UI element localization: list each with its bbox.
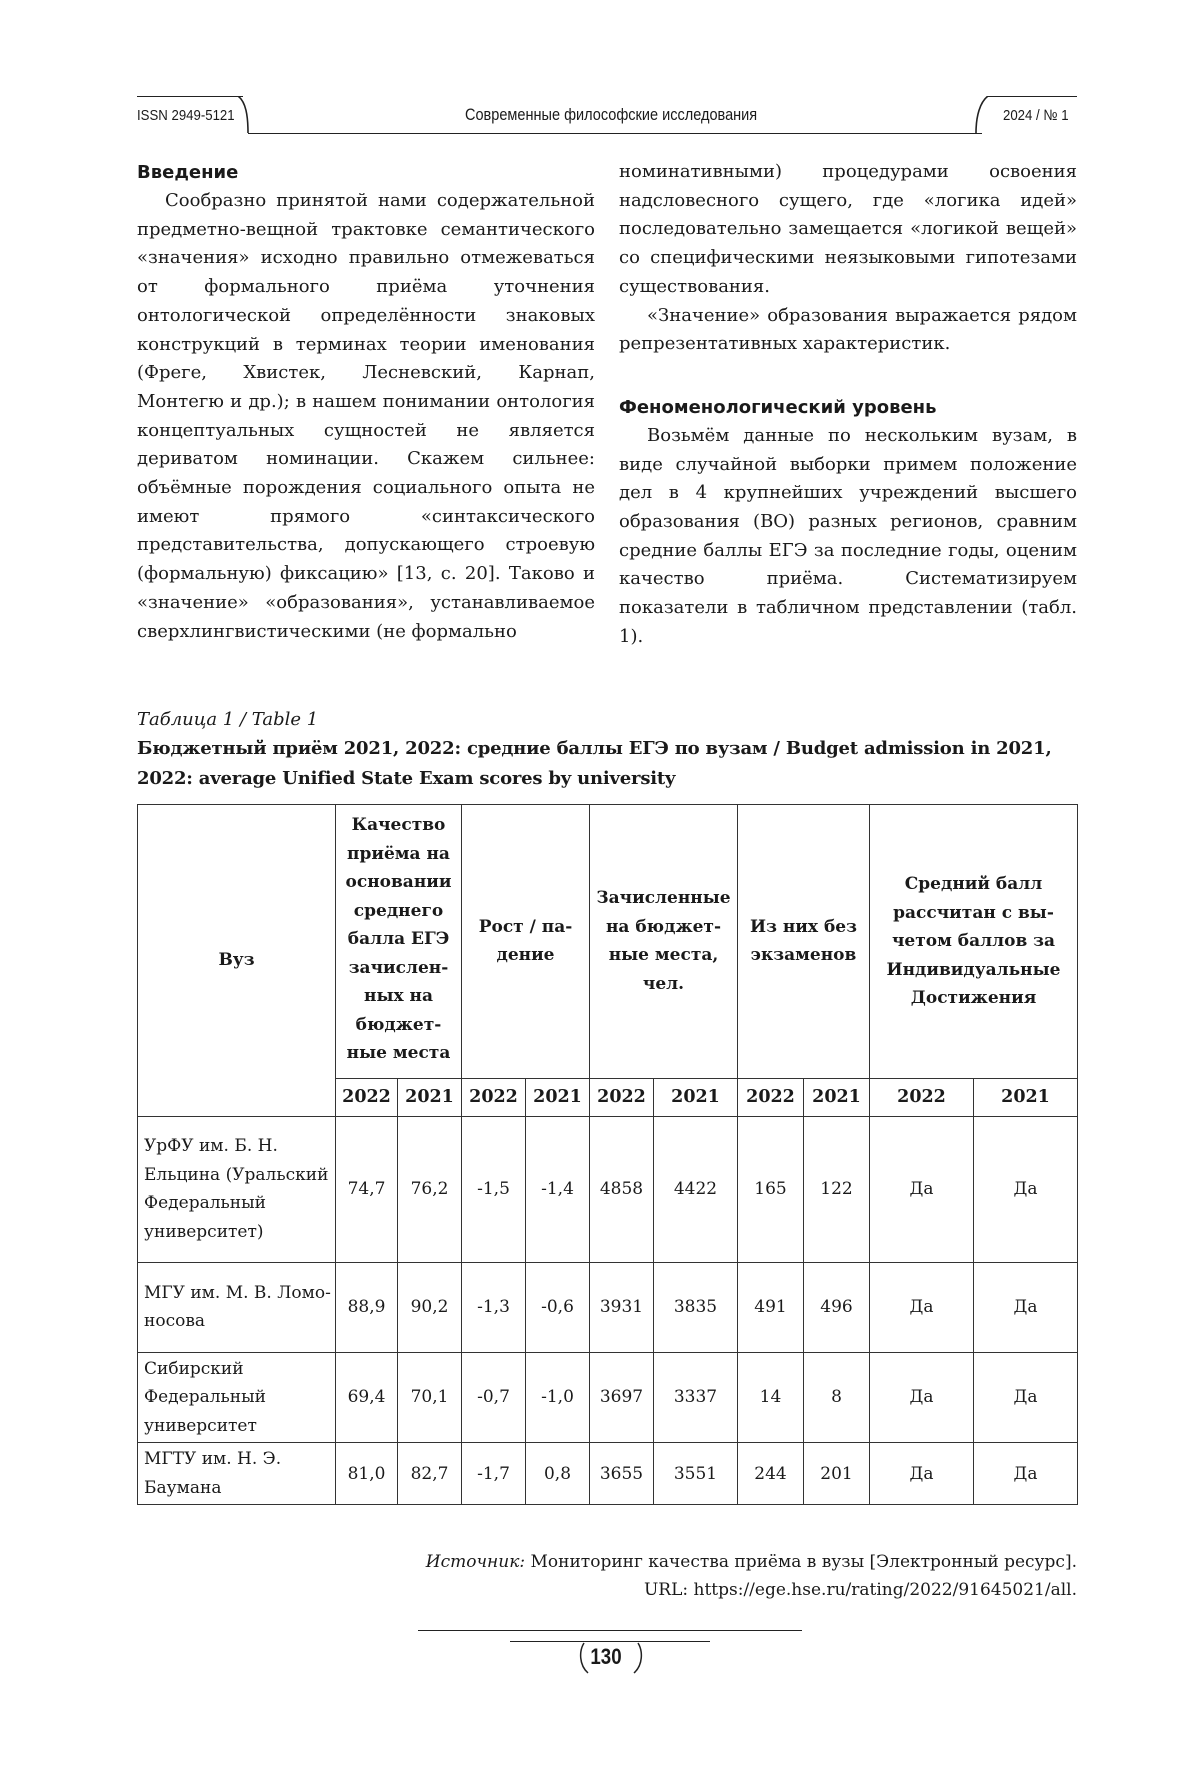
table-cell: 76,2 bbox=[398, 1116, 462, 1262]
table-cell: 81,0 bbox=[336, 1443, 398, 1505]
table-cell: -0,6 bbox=[526, 1262, 590, 1352]
source-text: Мониторинг качества приёма в вузы [Электронный ресурс]. bbox=[530, 1552, 1077, 1572]
table-cell: 122 bbox=[804, 1116, 870, 1262]
table-header-row bbox=[138, 805, 1078, 1079]
continuation-paragraph: номинативными) процедурами освоения надсловесного сущего, где «логика идей» последовательно замещается «логикой вещей» со специфическими неязыковыми гипотезами существования. bbox=[619, 161, 1077, 297]
table-cell: 3337 bbox=[654, 1352, 738, 1443]
table-cell: 90,2 bbox=[398, 1262, 462, 1352]
table-cell: 0,8 bbox=[526, 1443, 590, 1505]
table-cell: 3551 bbox=[654, 1443, 738, 1505]
table-cell: 3835 bbox=[654, 1262, 738, 1352]
year-header: 2022 bbox=[336, 1078, 398, 1116]
year-header: 2022 bbox=[870, 1078, 974, 1116]
table-cell: Да bbox=[974, 1443, 1078, 1505]
header-issn: ISSN 2949-5121 bbox=[137, 107, 235, 124]
header-issue: 2024 / № 1 bbox=[1003, 107, 1069, 124]
table-cell: Да bbox=[974, 1352, 1078, 1443]
table-cell: 496 bbox=[804, 1262, 870, 1352]
table-cell: Да bbox=[870, 1116, 974, 1262]
year-header: 2021 bbox=[804, 1078, 870, 1116]
table-cell: 4422 bbox=[654, 1116, 738, 1262]
table-cell: 74,7 bbox=[336, 1116, 398, 1262]
table-cell: 4858 bbox=[590, 1116, 654, 1262]
year-header: 2021 bbox=[974, 1078, 1078, 1116]
page-number: 130 bbox=[590, 1644, 622, 1669]
year-header: 2021 bbox=[398, 1078, 462, 1116]
header-curve-right bbox=[972, 96, 990, 135]
table-cell: 70,1 bbox=[398, 1352, 462, 1443]
header-rule-left bbox=[137, 96, 243, 97]
year-header: 2022 bbox=[462, 1078, 526, 1116]
table-cell: 8 bbox=[804, 1352, 870, 1443]
table-cell: -1,0 bbox=[526, 1352, 590, 1443]
left-column bbox=[137, 158, 595, 646]
year-header: 2021 bbox=[526, 1078, 590, 1116]
university-name: Сибирский Федеральный университет bbox=[138, 1352, 336, 1443]
source-label: Источник: bbox=[425, 1552, 526, 1572]
footer-rule-top bbox=[418, 1630, 802, 1631]
table-label: Таблица 1 / Table 1 bbox=[137, 709, 319, 730]
right-column bbox=[619, 158, 1077, 652]
table-cell: 88,9 bbox=[336, 1262, 398, 1352]
section-heading-phenomenological: Феноменологический уровень bbox=[619, 396, 937, 418]
year-header: 2021 bbox=[654, 1078, 738, 1116]
table-cell: -0,7 bbox=[462, 1352, 526, 1443]
intro-paragraph: Сообразно принятой нами содержательной предметно-вещной трактовке семантического «значения» исходно правильно отмежеваться от формального приёма уточнения онтологической определённости знаковых конструкций в терминах теории именования (Фреге, Хвистек, Лесневский, Карнап, Монтегю и др.); в нашем понимании онтология концептуальных сущностей не является дериватом номинации. Скажем сильнее: объёмные порождения социального опыта не имеют прямого «синтаксического представительства, допускающего строевую (формальную) фиксацию» [13, с. 20]. Таково и «значение» «образования», устанавливаемое сверхлингвистическими (не формально bbox=[137, 190, 595, 642]
table-title: Бюджетный приём 2021, 2022: средние баллы ЕГЭ по вузам / Budget admission in 2021, 2022: average Unified State Exam scores by university bbox=[137, 738, 1052, 789]
meaning-paragraph: «Значение» образования выражается рядом репрезентативных характеристик. bbox=[619, 304, 1077, 355]
header-rule-right bbox=[987, 96, 1077, 97]
col-header-vuz: Вуз bbox=[138, 805, 336, 1117]
phenomenological-paragraph: Возьмём данные по нескольким вузам, в виде случайной выборки примем положение дел в 4 крупнейших учреждений высшего образования (ВО) разных регионов, сравним средние баллы ЕГЭ за последние годы, оценим качество приёма. Систематизируем показатели в табличном представлении (табл. 1). bbox=[619, 424, 1077, 647]
year-header: 2022 bbox=[590, 1078, 654, 1116]
table-cell: Да bbox=[870, 1443, 974, 1505]
table-cell: 201 bbox=[804, 1443, 870, 1505]
section-heading-introduction: Введение bbox=[137, 162, 239, 183]
table-cell: Да bbox=[974, 1262, 1078, 1352]
table-cell: 69,4 bbox=[336, 1352, 398, 1443]
col-header-no-exam: Из них без экзаменов bbox=[738, 805, 870, 1079]
table-cell: 3655 bbox=[590, 1443, 654, 1505]
header-rule-main bbox=[248, 133, 982, 134]
table-caption bbox=[137, 706, 1077, 794]
table-row bbox=[138, 1443, 1078, 1505]
admission-table bbox=[137, 804, 1078, 1505]
table-source bbox=[177, 1548, 1077, 1604]
year-header: 2022 bbox=[738, 1078, 804, 1116]
table-cell: -1,4 bbox=[526, 1116, 590, 1262]
table-cell: -1,7 bbox=[462, 1443, 526, 1505]
col-header-enrolled: Зачисленные на бюджетные места, чел. bbox=[590, 805, 738, 1079]
col-header-avg-score: Средний балл рассчитан с вычетом баллов за Индивидуальные Достижения bbox=[870, 805, 1078, 1079]
table-cell: 14 bbox=[738, 1352, 804, 1443]
table-cell: Да bbox=[870, 1262, 974, 1352]
table-cell: 3697 bbox=[590, 1352, 654, 1443]
table-cell: Да bbox=[870, 1352, 974, 1443]
table-row bbox=[138, 1262, 1078, 1352]
university-name: УрФУ им. Б. Н. Ельцина (Уральский Федеральный университет) bbox=[138, 1116, 336, 1262]
header-journal-title: Современные философские исследования bbox=[465, 106, 758, 124]
university-name: МГТУ им. Н. Э. Баумана bbox=[138, 1443, 336, 1505]
col-header-quality: Качество приёма на основании среднего балла ЕГЭ зачисленных на бюджетные места bbox=[336, 805, 462, 1079]
table-cell: 491 bbox=[738, 1262, 804, 1352]
table-cell: 82,7 bbox=[398, 1443, 462, 1505]
col-header-growth: Рост / падение bbox=[462, 805, 590, 1079]
table-cell: -1,5 bbox=[462, 1116, 526, 1262]
table-row bbox=[138, 1352, 1078, 1443]
table-cell: Да bbox=[974, 1116, 1078, 1262]
university-name: МГУ им. М. В. Ломоносова bbox=[138, 1262, 336, 1352]
table-cell: 3931 bbox=[590, 1262, 654, 1352]
source-url: URL: https://ege.hse.ru/rating/2022/91645021/all. bbox=[643, 1580, 1077, 1600]
table-cell: -1,3 bbox=[462, 1262, 526, 1352]
table-row bbox=[138, 1116, 1078, 1262]
table-cell: 165 bbox=[738, 1116, 804, 1262]
table-cell: 244 bbox=[738, 1443, 804, 1505]
header-curve-left bbox=[236, 96, 252, 135]
